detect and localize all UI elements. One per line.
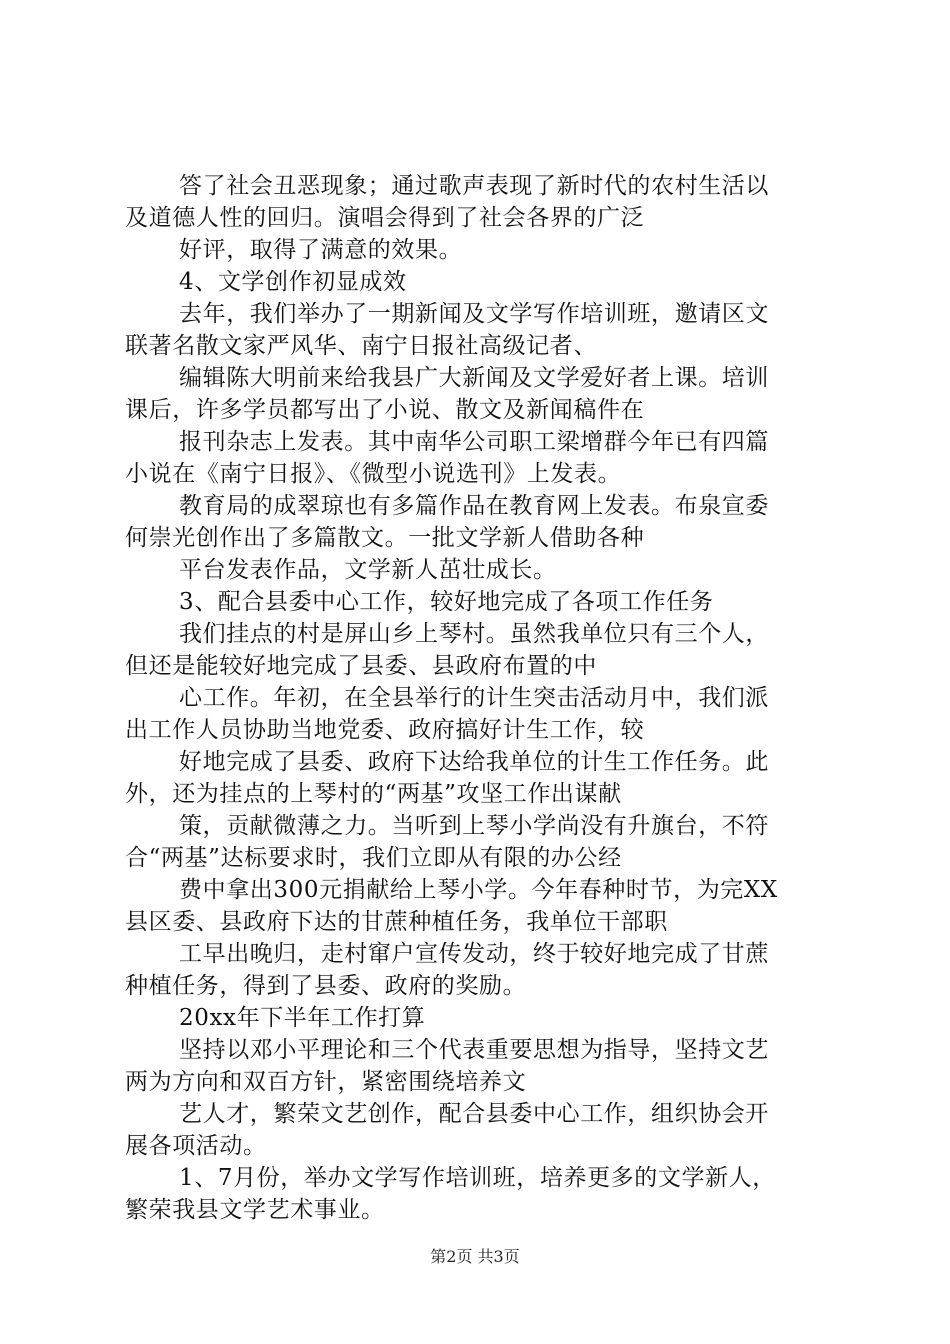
text-line: 4、文学创作初显成效 [179, 269, 407, 295]
text-line: 答了社会丑恶现象；通过歌声表现了新时代的农村生活以 [179, 173, 769, 199]
text-line: 出工作人员协助当地党委、政府搞好计生工作，较 [125, 717, 645, 743]
text-line: 好评，取得了满意的效果。 [179, 237, 463, 263]
document-body [125, 170, 835, 1226]
text-line: 1、7月份，举办文学写作培训班，培养更多的文学新人， [179, 1165, 776, 1191]
text-line: 艺人才，繁荣文艺创作，配合县委中心工作，组织协会开 [179, 1101, 769, 1127]
text-line: 编辑陈大明前来给我县广大新闻及文学爱好者上课。培训 [179, 365, 769, 391]
text-line: 联著名散文家严风华、南宁日报社高级记者、 [125, 333, 597, 359]
text-line: 3、配合县委中心工作，较好地完成了各项工作任务 [179, 589, 714, 615]
text-line: 县区委、县政府下达的甘蔗种植任务，我单位干部职 [125, 909, 668, 935]
text-line: 外，还为挂点的上琴村的“两基”攻坚工作出谋献 [125, 781, 622, 807]
text-line: 两为方向和双百方针，紧密围绕培养文 [125, 1069, 527, 1095]
text-line: 及道德人性的回归。演唱会得到了社会各界的广泛 [125, 205, 645, 231]
text-line: 坚持以邓小平理论和三个代表重要思想为指导，坚持文艺 [179, 1037, 769, 1063]
text-line: 但还是能较好地完成了县委、县政府布置的中 [125, 653, 597, 679]
text-line: 教育局的成翠琼也有多篇作品在教育网上发表。布泉宣委 [179, 493, 769, 519]
text-line: 去年，我们举办了一期新闻及文学写作培训班，邀请区文 [179, 301, 769, 327]
text-line: 报刊杂志上发表。其中南华公司职工梁增群今年已有四篇 [179, 429, 769, 455]
text-line: 策，贡献微薄之力。当听到上琴小学尚没有升旗台，不符 [179, 813, 769, 839]
page-number-footer: 第2页 共3页 [430, 1247, 520, 1266]
text-line: 费中拿出300元捐献给上琴小学。今年春种时节，为完XX [179, 877, 778, 903]
text-line: 合“两基”达标要求时，我们立即从有限的办公经 [125, 845, 622, 871]
text-line: 我们挂点的村是屏山乡上琴村。虽然我单位只有三个人， [179, 621, 769, 647]
text-line: 好地完成了县委、政府下达给我单位的计生工作任务。此 [179, 749, 769, 775]
text-line: 何崇光创作出了多篇散文。一批文学新人借助各种 [125, 525, 645, 551]
text-line: 展各项活动。 [125, 1133, 267, 1159]
text-line: 平台发表作品，文学新人茁壮成长。 [179, 557, 557, 583]
text-line: 课后，许多学员都写出了小说、散文及新闻稿件在 [125, 397, 645, 423]
text-line: 20xx年下半年工作打算 [179, 1005, 426, 1031]
text-line: 小说在《南宁日报》、《微型小说选刊》上发表。 [125, 461, 622, 487]
text-line: 心工作。年初，在全县举行的计生突击活动月中，我们派 [179, 685, 769, 711]
text-line: 种植任务，得到了县委、政府的奖励。 [125, 973, 527, 999]
text-line: 繁荣我县文学艺术事业。 [125, 1197, 385, 1223]
text-line: 工早出晚归，走村窜户宣传发动，终于较好地完成了甘蔗 [179, 941, 769, 967]
